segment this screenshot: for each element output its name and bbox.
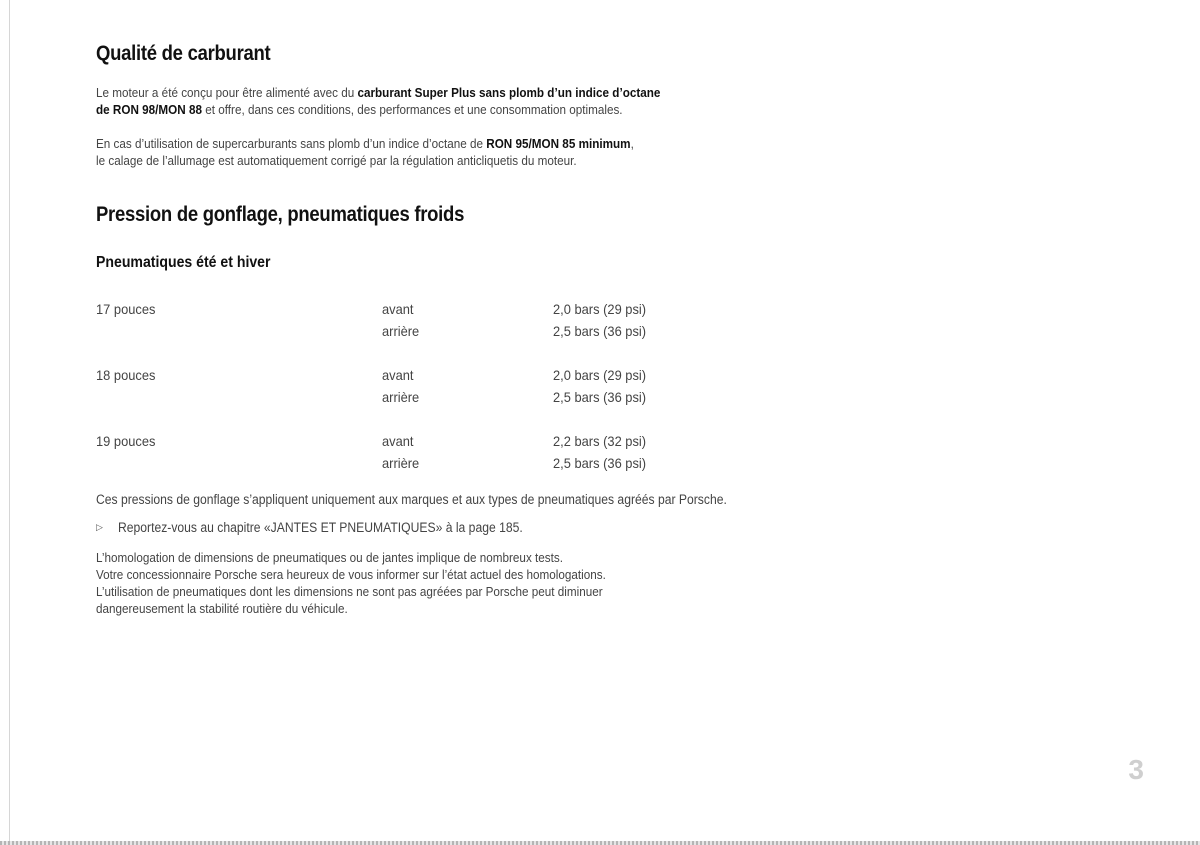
pressure-value: 2,5 bars (36 psi)	[553, 389, 647, 405]
tire-size-label: 19 pouces	[96, 433, 156, 449]
text-span: En cas d’utilisation de supercarburants sans plomb d’un indice d’octane de	[96, 136, 487, 151]
homologation-paragraph	[96, 549, 663, 617]
axle-position: avant	[382, 367, 414, 383]
pressure-value: 2,2 bars (32 psi)	[553, 433, 647, 449]
pressure-value: 2,5 bars (36 psi)	[553, 455, 647, 471]
reference-text: Reportez-vous au chapitre «JANTES ET PNEUMATIQUES» à la page 185.	[118, 520, 523, 535]
fuel-p2-line1	[96, 135, 634, 152]
fuel-p1-line1	[96, 84, 660, 101]
fuel-p1-line2	[96, 101, 660, 118]
axle-position: arrière	[382, 323, 420, 339]
triangle-bullet-icon: ▷	[96, 522, 103, 532]
table-row-group	[96, 430, 796, 480]
axle-position: avant	[382, 301, 414, 317]
bold-span: RON 95/MON 85 minimum	[486, 136, 631, 151]
tire-size-label: 17 pouces	[96, 301, 156, 317]
axle-position: avant	[382, 433, 414, 449]
bold-span: de RON 98/MON 88	[96, 102, 202, 117]
axle-position: arrière	[382, 455, 420, 471]
section-title-fuel: Qualité de carburant	[96, 42, 271, 65]
table-row-group	[96, 364, 796, 414]
chapter-reference	[96, 519, 568, 536]
pressure-value: 2,0 bars (29 psi)	[553, 367, 647, 383]
page-number: 3	[1128, 754, 1144, 785]
homologation-line: L’utilisation de pneumatiques dont les dimensions ne sont pas agréées par Porsche peut diminuer	[96, 584, 603, 599]
homologation-line: Votre concessionnaire Porsche sera heureux de vous informer sur l’état actuel des homologations.	[96, 567, 606, 582]
page-edge-rule	[9, 0, 10, 845]
homologation-line: dangereusement la stabilité routière du véhicule.	[96, 601, 348, 616]
pressure-value: 2,5 bars (36 psi)	[553, 323, 647, 339]
section-title-tire-pressure: Pression de gonflage, pneumatiques froids	[96, 203, 465, 226]
bold-span: carburant Super Plus sans plomb d’un indice d’octane	[357, 85, 661, 100]
axle-position: arrière	[382, 389, 420, 405]
tire-size-label: 18 pouces	[96, 367, 156, 383]
text-span: Le moteur a été conçu pour être alimenté avec du	[96, 85, 358, 100]
pressure-value: 2,0 bars (29 psi)	[553, 301, 647, 317]
table-row-group	[96, 298, 796, 348]
subsection-title-tires: Pneumatiques été et hiver	[96, 254, 271, 271]
fuel-p2-line2: le calage de l’allumage est automatiquement corrigé par la régulation anticliquetis du moteur.	[96, 153, 577, 168]
text-span: et offre, dans ces conditions, des performances et une consommation optimales.	[201, 102, 623, 117]
fuel-paragraph-1	[96, 84, 723, 118]
text-span: ,	[630, 136, 634, 151]
homologation-line: L’homologation de dimensions de pneumatiques ou de jantes implique de nombreux tests.	[96, 550, 564, 565]
pressure-note: Ces pressions de gonflage s’appliquent uniquement aux marques et aux types de pneumatiques agréés par Porsche.	[96, 492, 727, 507]
fuel-paragraph-2	[96, 135, 694, 169]
scan-edge-strip	[0, 841, 1200, 845]
